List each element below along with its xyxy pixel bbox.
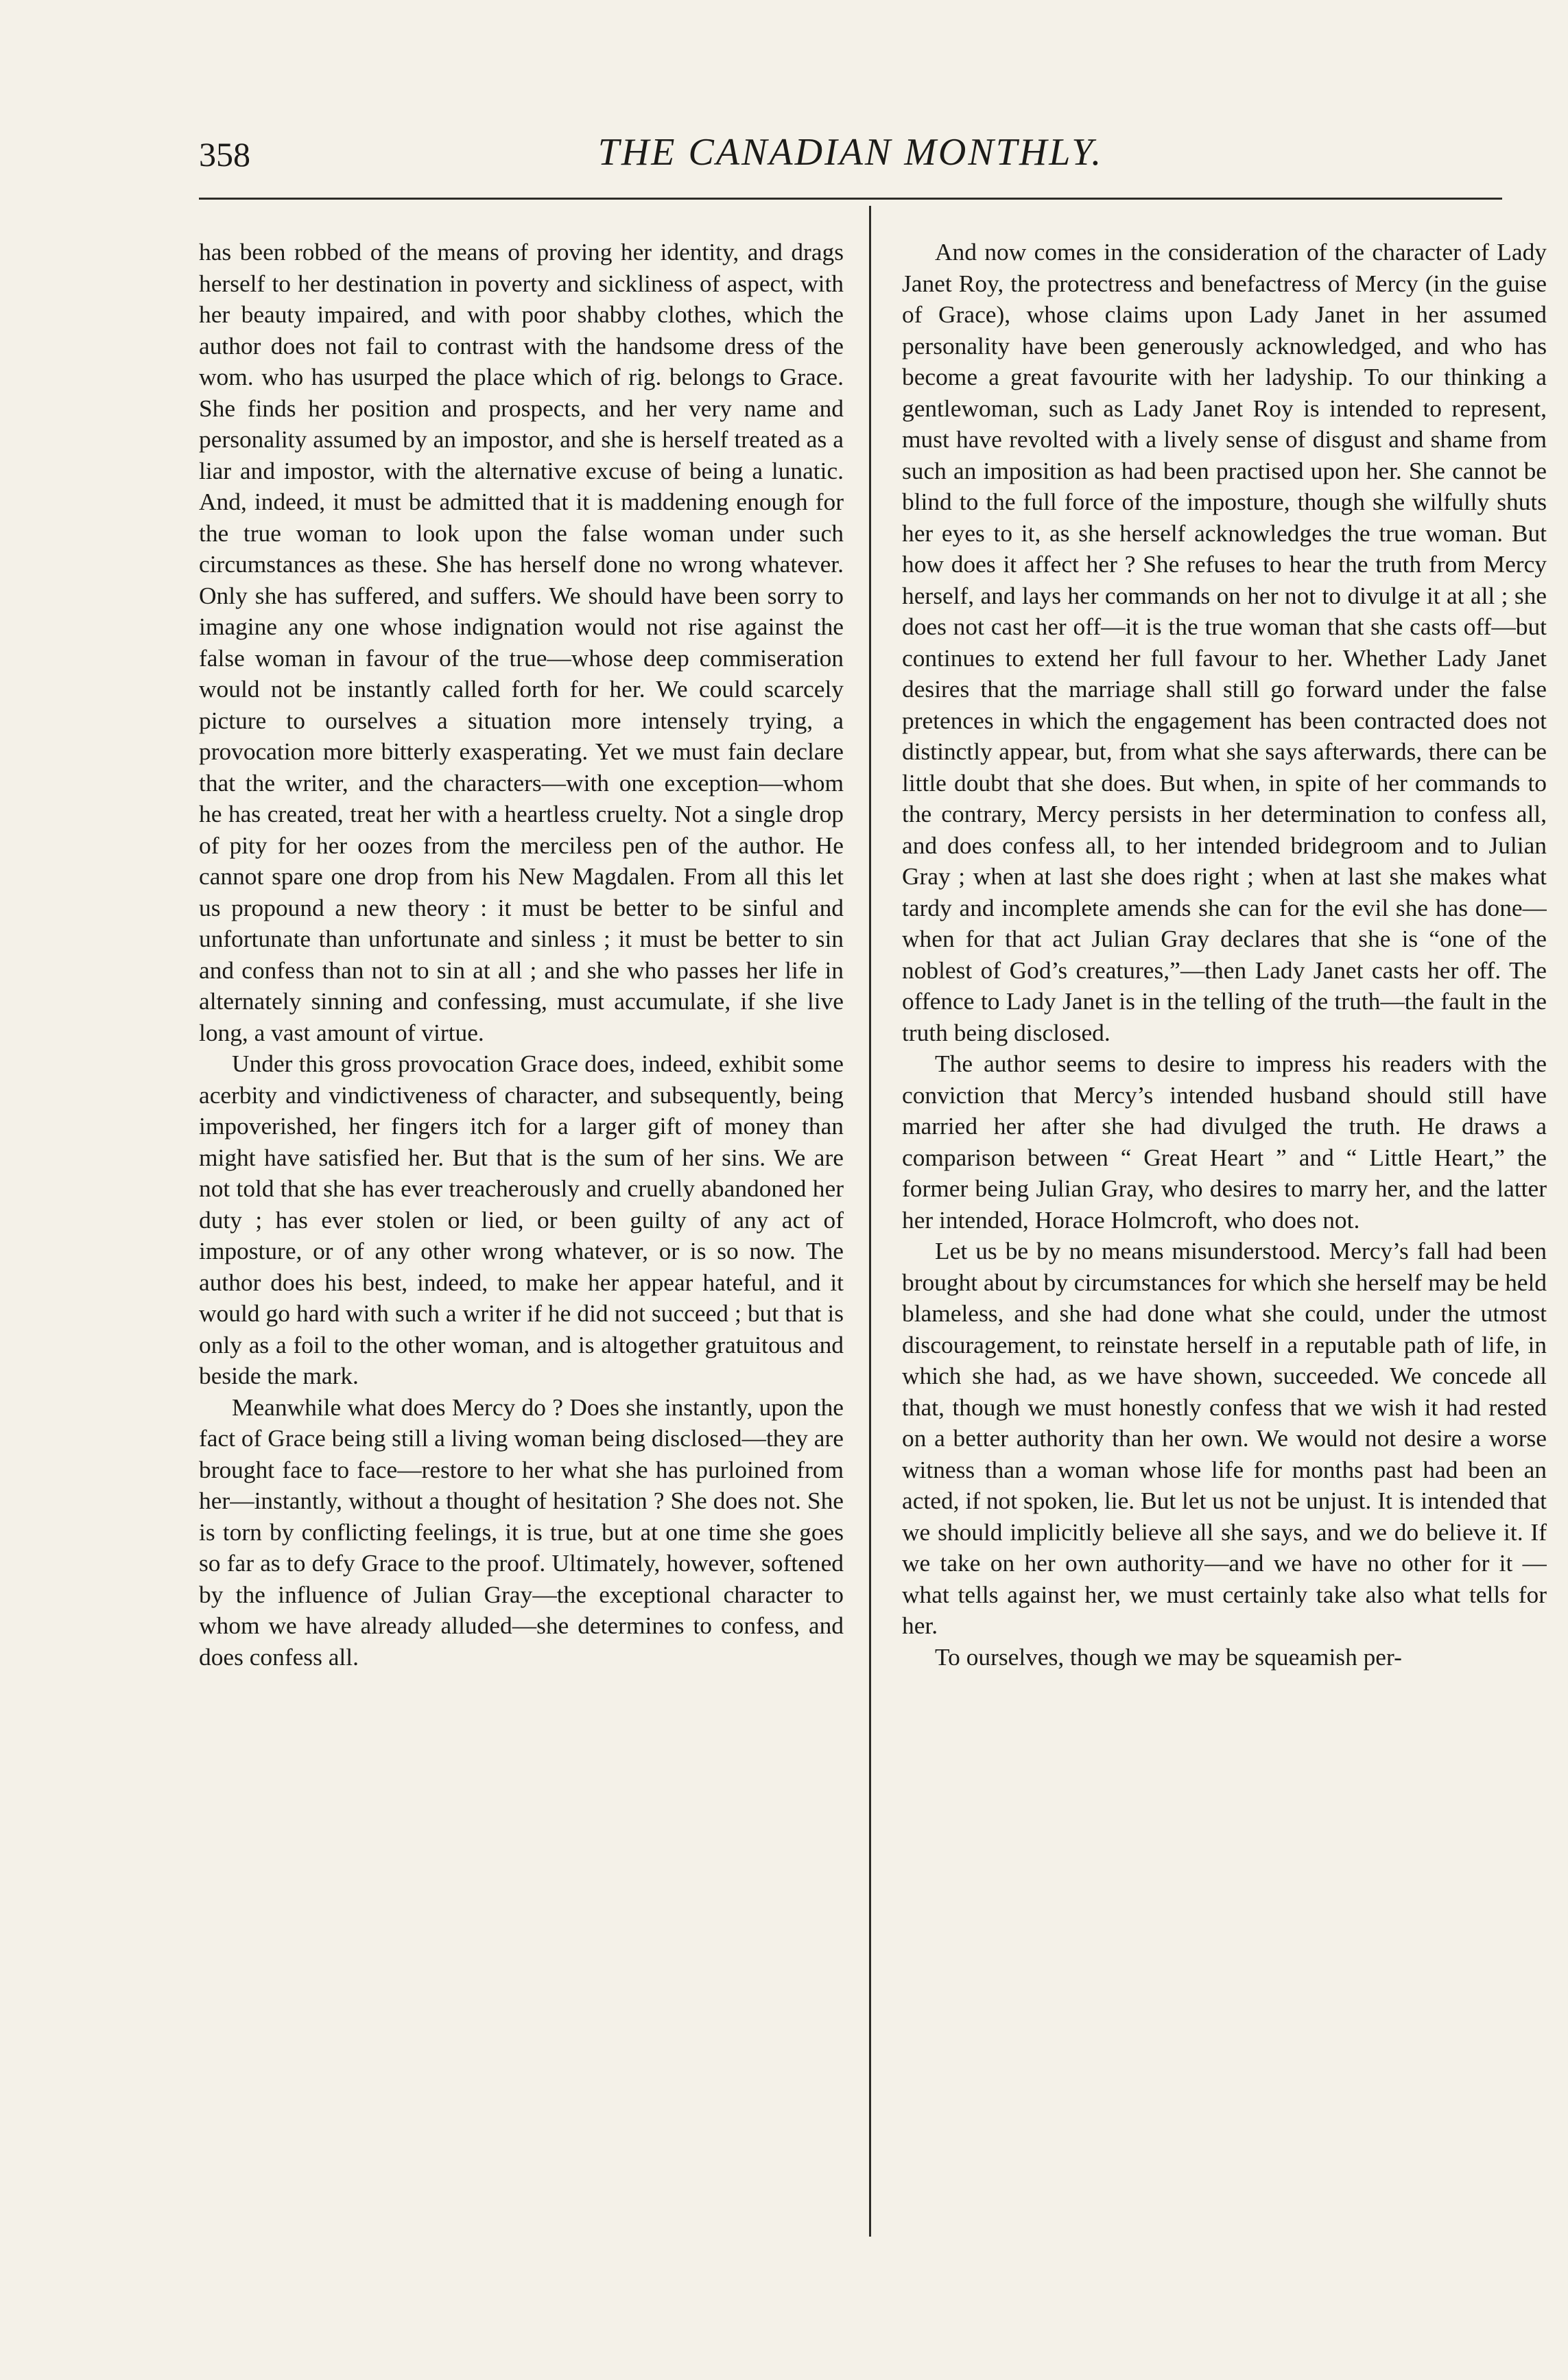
paragraph: To ourselves, though we may be squeamish per- (935, 1642, 1402, 1671)
page-number: 358 (199, 135, 250, 174)
paragraph: Meanwhile what does Mercy do ? Does she instantly, upon the fact of Grace being still a living woman being disclosed—they are brought face to face—restore to her what she has purloined from her—instantly, without a thought of hesitation ? She does not. She is torn by conflicting feelings, it is true, but at one time she goes so far as to defy Grace to the proof. Ultimately, however, softened by the influence of Julian Gray—the exceptional character to whom we have already alluded—she determines to confess, and does confess all. (199, 1393, 844, 1671)
column-divider (869, 206, 871, 2237)
header-rule (199, 198, 1502, 200)
paragraph: Under this gross provocation Grace does, indeed, exhibit some acerbity and vindictiveness of character, and subsequently, being impoverished, her fingers itch for a larger gift of money than might have satisfied her. But that is the sum of her sins. We are not told that she has ever treacherously and cruelly abandoned her duty ; has ever stolen or lied, or been guilty of any act of imposture, or of any other wrong whatever, or is so now. The author does his best, indeed, to make her appear hateful, and it would go hard with such a writer if he did not succeed ; but that is only as a foil to the other woman, and is altogether gratuitous and beside the mark. (199, 1050, 844, 1389)
paragraph: And now comes in the consideration of the character of Lady Janet Roy, the protectress and benefactress of Mercy (in the guise of Grace), whose claims upon Lady Janet in her assumed personality have been generously acknowledged, and who has become a great favourite with her ladyship. To our thinking a gentlewoman, such as Lady Janet Roy is intended to represent, must have revolted with a lively sense of disgust and shame from such an imposition as had been practised upon her. She cannot be blind to the full force of the imposture, though she wilfully shuts her eyes to it, as she herself acknowledges the true woman. But how does it affect her ? She refuses to hear the truth from Mercy herself, and lays her commands on her not to divulge it at all ; she does not cast her off—it is the true woman that she casts off—but continues to extend her full favour to her. Whether Lady Janet desires that the marriage shall still go forward under the false pretences in which the engagement has been contracted does not distinctly appear, but, from what she says afterwards, there can be little doubt that she does. But when, in spite of her commands to the contrary, Mercy persists in her determination to confess all, and does confess all, to her intended bridegroom and to Julian Gray ; when at last she does right ; when at last she makes what tardy and incomplete amends she can for the evil she has done—when for that act Julian Gray declares that she is “one of the noblest of God’s creatures,”—then Lady Janet casts her off. The offence to Lady Janet is in the telling of the truth—the fault in the truth being disclosed. (902, 238, 1547, 1046)
paragraph: The author seems to desire to impress his readers with the conviction that Mercy’s intended husband should still have married her after she had divulged the truth. He draws a comparison between “ Great Heart ” and “ Little Heart,” the former being Julian Gray, who desires to marry her, and the latter her intended, Horace Holmcroft, who does not. (902, 1050, 1547, 1234)
left-column (199, 237, 844, 2271)
running-title: THE CANADIAN MONTHLY. (597, 131, 1104, 174)
right-column (902, 237, 1547, 2271)
paragraph: has been robbed of the means of proving her identity, and drags herself to her destination in poverty and sickliness of aspect, with her beauty impaired, and with poor shabby clothes, which the author does not fail to contrast with the handsome dress of the wom. who has usurped the place which of rig. belongs to Grace. She finds her position and prospects, and her very name and personality assumed by an impostor, and she is herself treated as a liar and impostor, with the alternative excuse of being a lunatic. And, indeed, it must be admitted that it is maddening enough for the true woman to look upon the false woman under such circumstances as these. She has herself done no wrong whatever. Only she has suffered, and suffers. We should have been sorry to imagine any one whose indignation would not rise against the false woman in favour of the true—whose deep commiseration would not be instantly called forth for her. We could scarcely picture to ourselves a situation more intensely trying, a provocation more bitterly exasperating. Yet we must fain declare that the writer, and the characters—with one exception—whom he has created, treat her with a heartless cruelty. Not a single drop of pity for her oozes from the merciless pen of the author. He cannot spare one drop from his New Magdalen. From all this let us propound a new theory : it must be better to be sinful and unfortunate than unfortunate and sinless ; it must be better to sin and confess than not to sin at all ; and she who passes her life in alternately sinning and confessing, must accumulate, if she live long, a vast amount of virtue. (199, 238, 844, 1046)
page-header (199, 130, 1502, 178)
paragraph: Let us be by no means misunderstood. Mercy’s fall had been brought about by circumstances for which she herself may be held blameless, and she had done what she could, under the utmost discouragement, to reinstate herself in a reputable path of life, in which she had, as we have shown, succeeded. We concede all that, though we must honestly confess that we wish it had rested on a better authority than her own. We would not desire a worse witness than a woman whose life for months past had been an acted, if not spoken, lie. But let us not be unjust. It is intended that we should implicitly believe all she says, and we do believe it. If we take on her own authority—and we have no other for it —what tells against her, we must certainly take also what tells for her. (902, 1237, 1547, 1639)
